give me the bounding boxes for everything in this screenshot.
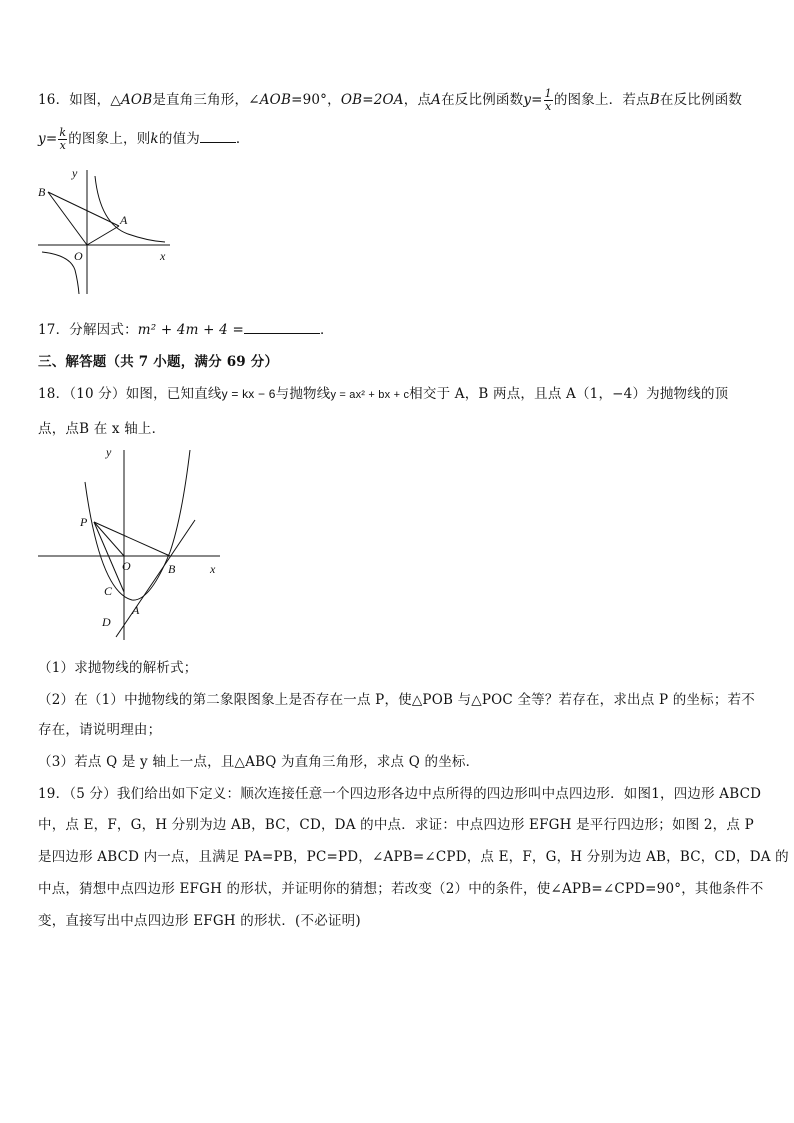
q18-label-o: O <box>122 559 131 573</box>
q18-label-d: D <box>102 615 111 629</box>
q19-line2: 中，点 E，F，G，H 分别为边 AB，BC，CD，DA 的中点．求证：中点四边形 EFGH 是平行四边形；如图 2，点 P <box>38 817 754 833</box>
q18-line2: 点，点B 在 x 轴上． <box>38 421 166 437</box>
q16-segment-oa <box>87 226 119 245</box>
q18-label-x: x <box>210 562 216 576</box>
q19-line3: 是四边形 ABCD 内一点，且满足 PA=PB，PC=PD，∠APB=∠CPD，点 E，F，G，H 分别为边 AB，BC，CD，DA 的 <box>38 849 789 865</box>
q16-line1: 16．如图，△AOB是直角三角形，∠AOB=90°，OB=2OA，点A在反比例函数y= $\frac{1}{x}$ 的图象上．若点B在反比例函数 <box>38 87 743 113</box>
q18-label-y: y <box>106 445 112 459</box>
q16-figure <box>30 162 180 297</box>
q16-label-o: O <box>74 249 83 263</box>
q16-label-a: A <box>120 213 128 227</box>
q18-label-a: A <box>132 603 140 617</box>
q17-line: 17．分解因式：m² + 4m + 4 = ． <box>38 322 334 338</box>
q18-figure <box>30 442 230 642</box>
q16-answer-blank[interactable] <box>200 130 236 143</box>
q16-segment-ob <box>48 192 87 245</box>
q19-line4: 中点，猜想中点四边形 EFGH 的形状，并证明你的猜想；若改变（2）中的条件，使∠APB=∠CPD=90°，其他条件不 <box>38 881 764 897</box>
q18-sub2-line2: 存在，请说明理由； <box>38 722 162 738</box>
q17-answer-blank[interactable] <box>244 321 320 334</box>
section-3-heading: 三、解答题（共 7 小题，满分 69 分） <box>38 354 279 370</box>
q16-number: 16． <box>38 92 70 108</box>
q18-label-p: P <box>80 515 88 529</box>
q18-label-c: C <box>104 584 113 598</box>
q19-line5: 变，直接写出中点四边形 EFGH 的形状．(不必证明) <box>38 913 361 929</box>
q16-label-b: B <box>38 185 46 199</box>
q18-label-b: B <box>168 562 176 576</box>
q16-fraction-2: $\frac{k}{x}$ <box>59 126 67 152</box>
q16-label-y: y <box>72 166 78 180</box>
q18-sub1: （1）求抛物线的解析式； <box>38 660 198 676</box>
q16-fraction-1: $\frac{1}{x}$ <box>544 87 552 113</box>
q18-segment-pb <box>94 522 170 556</box>
q18-segment-pc <box>94 522 124 592</box>
q16-hyperbola-q1 <box>95 176 165 242</box>
q19-line1: 19．（5 分）我们给出如下定义：顺次连接任意一个四边形各边中点所得的四边形叫中点四边形．如图1，四边形 ABCD <box>38 786 762 802</box>
q18-line1: 18．（10 分）如图，已知直线y = kx − 6与抛物线y = ax² + bx + c相交于 A，B 两点，且点 A（1，−4）为抛物线的顶 <box>38 386 729 402</box>
q16-line2: y= $\frac{k}{x}$ 的图象上，则k的值为 ． <box>38 126 250 152</box>
q18-sub3: （3）若点 Q 是 y 轴上一点，且△ABQ 为直角三角形，求点 Q 的坐标． <box>38 754 480 770</box>
q17-number: 17． <box>38 322 70 338</box>
q18-sub2-line1: （2）在（1）中抛物线的第二象限图象上是否存在一点 P，使△POB 与△POC 全等？若存在，求出点 P 的坐标；若不 <box>38 692 755 708</box>
q16-label-x: x <box>160 249 166 263</box>
q16-segment-ab <box>48 192 119 226</box>
